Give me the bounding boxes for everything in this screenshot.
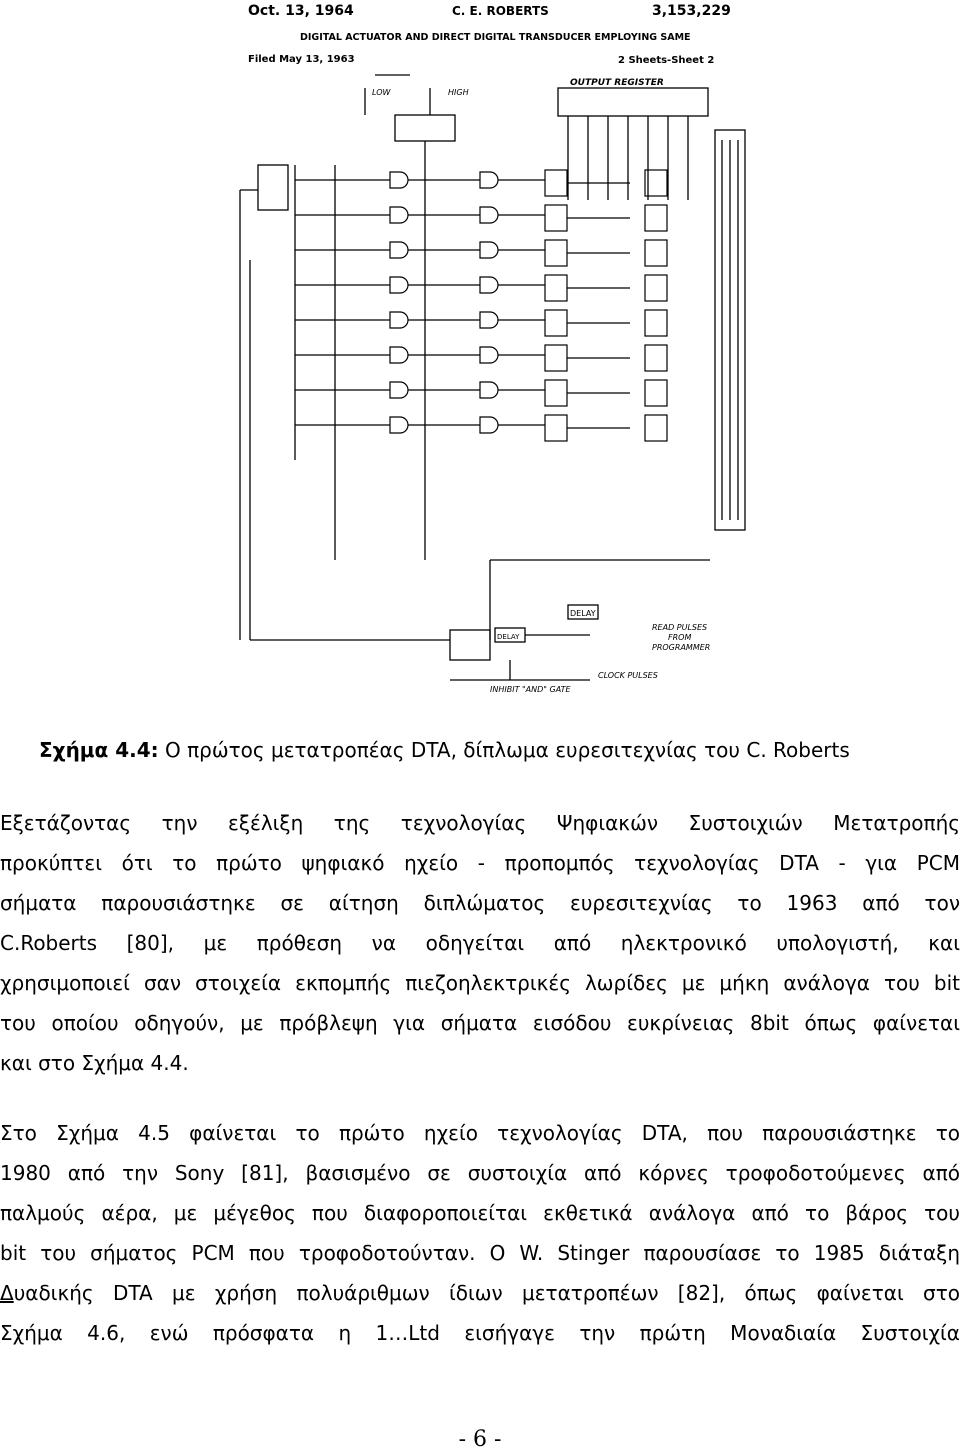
read-pulses-label: READ PULSES bbox=[652, 623, 708, 632]
high-label: HIGH bbox=[448, 88, 469, 97]
paragraph-line: του οποίου οδηγούν, με πρόβλεψη για σήματα εισόδου ευκρίνειας 8bit όπως φαίνεται bbox=[0, 1011, 960, 1035]
paragraph-line: Σχήμα 4.6, ενώ πρόσφατα η 1…Ltd εισήγαγε την πρώτη Μοναδιαία Συστοιχία bbox=[0, 1321, 960, 1345]
paragraph-line: προκύπτει ότι το πρώτο ψηφιακό ηχείο - προπομπός τεχνολογίας DTA - για PCM bbox=[0, 851, 960, 875]
paragraph-line: παλμούς αέρα, με μέγεθος που διαφοροποιείται εκθετικά ανάλογα από το βάρος του bbox=[0, 1201, 960, 1225]
paragraph-line: 1980 από την Sony [81], βασισμένο σε συστοιχία από κόρνες τροφοδοτούμενες από bbox=[0, 1161, 960, 1185]
patent-title: DIGITAL ACTUATOR AND DIRECT DIGITAL TRANSDUCER EMPLOYING SAME bbox=[300, 32, 691, 43]
patent-sheets: 2 Sheets-Sheet 2 bbox=[618, 55, 715, 66]
page-number: - 6 - bbox=[458, 1427, 502, 1452]
paragraph-line bbox=[0, 1273, 960, 1313]
paragraph-line: και στο Σχήμα 4.4. bbox=[0, 1051, 189, 1075]
patent-drawing bbox=[190, 0, 770, 700]
paragraph-line: Στο Σχήμα 4.5 φαίνεται το πρώτο ηχείο τεχνολογίας DTA, που παρουσιάστηκε το bbox=[0, 1121, 960, 1145]
paragraph-line: C.Roberts [80], με πρόθεση να οδηγείται από ηλεκτρονικό υπολογιστή, και bbox=[0, 931, 960, 955]
programmer-label: PROGRAMMER bbox=[652, 643, 711, 652]
gate-rows bbox=[295, 170, 667, 441]
paragraph-line: Εξετάζοντας την εξέλιξη της τεχνολογίας Ψηφιακών Συστοιχιών Μετατροπής bbox=[0, 811, 960, 835]
delay-label-lower: DELAY bbox=[497, 633, 520, 641]
figure-caption bbox=[39, 738, 850, 762]
patent-filed: Filed May 13, 1963 bbox=[248, 54, 355, 65]
paragraph-2 bbox=[0, 1113, 960, 1353]
clock-pulses-label: CLOCK PULSES bbox=[598, 671, 658, 680]
output-register-label: OUTPUT REGISTER bbox=[570, 78, 664, 88]
patent-date: Oct. 13, 1964 bbox=[248, 3, 354, 19]
from-label: FROM bbox=[668, 633, 692, 642]
caption-label: Σχήμα 4.4: bbox=[39, 738, 159, 762]
paragraph-line: bit του σήματος PCM που τροφοδοτούνταν. Ο W. Stinger παρουσίασε το 1985 διάταξη bbox=[0, 1241, 960, 1265]
paragraph-1 bbox=[0, 803, 960, 1083]
delay-label-upper: DELAY bbox=[570, 609, 596, 618]
underlined-letter: Δ bbox=[0, 1281, 14, 1305]
patent-number: 3,153,229 bbox=[652, 3, 731, 19]
caption-text: Ο πρώτος μετατροπέας DTA, δίπλωμα ευρεσιτεχνίας του C. Roberts bbox=[158, 738, 850, 762]
paragraph-line: χρησιμοποιεί σαν στοιχεία εκπομπής πιεζοηλεκτρικές λωρίδες με μήκη ανάλογα του bit bbox=[0, 971, 960, 995]
paragraph-line: σήματα παρουσιάστηκε σε αίτηση διπλώματος ευρεσιτεχνίας το 1963 από τον bbox=[0, 891, 960, 915]
low-label: LOW bbox=[372, 88, 391, 97]
circuit-lines bbox=[240, 75, 745, 680]
patent-inventor: C. E. ROBERTS bbox=[452, 4, 549, 18]
line-rest: υαδικής DTA με χρήση πολυάριθμων ίδιων μετατροπέων [82], όπως φαίνεται στο bbox=[13, 1281, 960, 1305]
inhibit-gate-label: INHIBIT "AND" GATE bbox=[490, 685, 571, 694]
